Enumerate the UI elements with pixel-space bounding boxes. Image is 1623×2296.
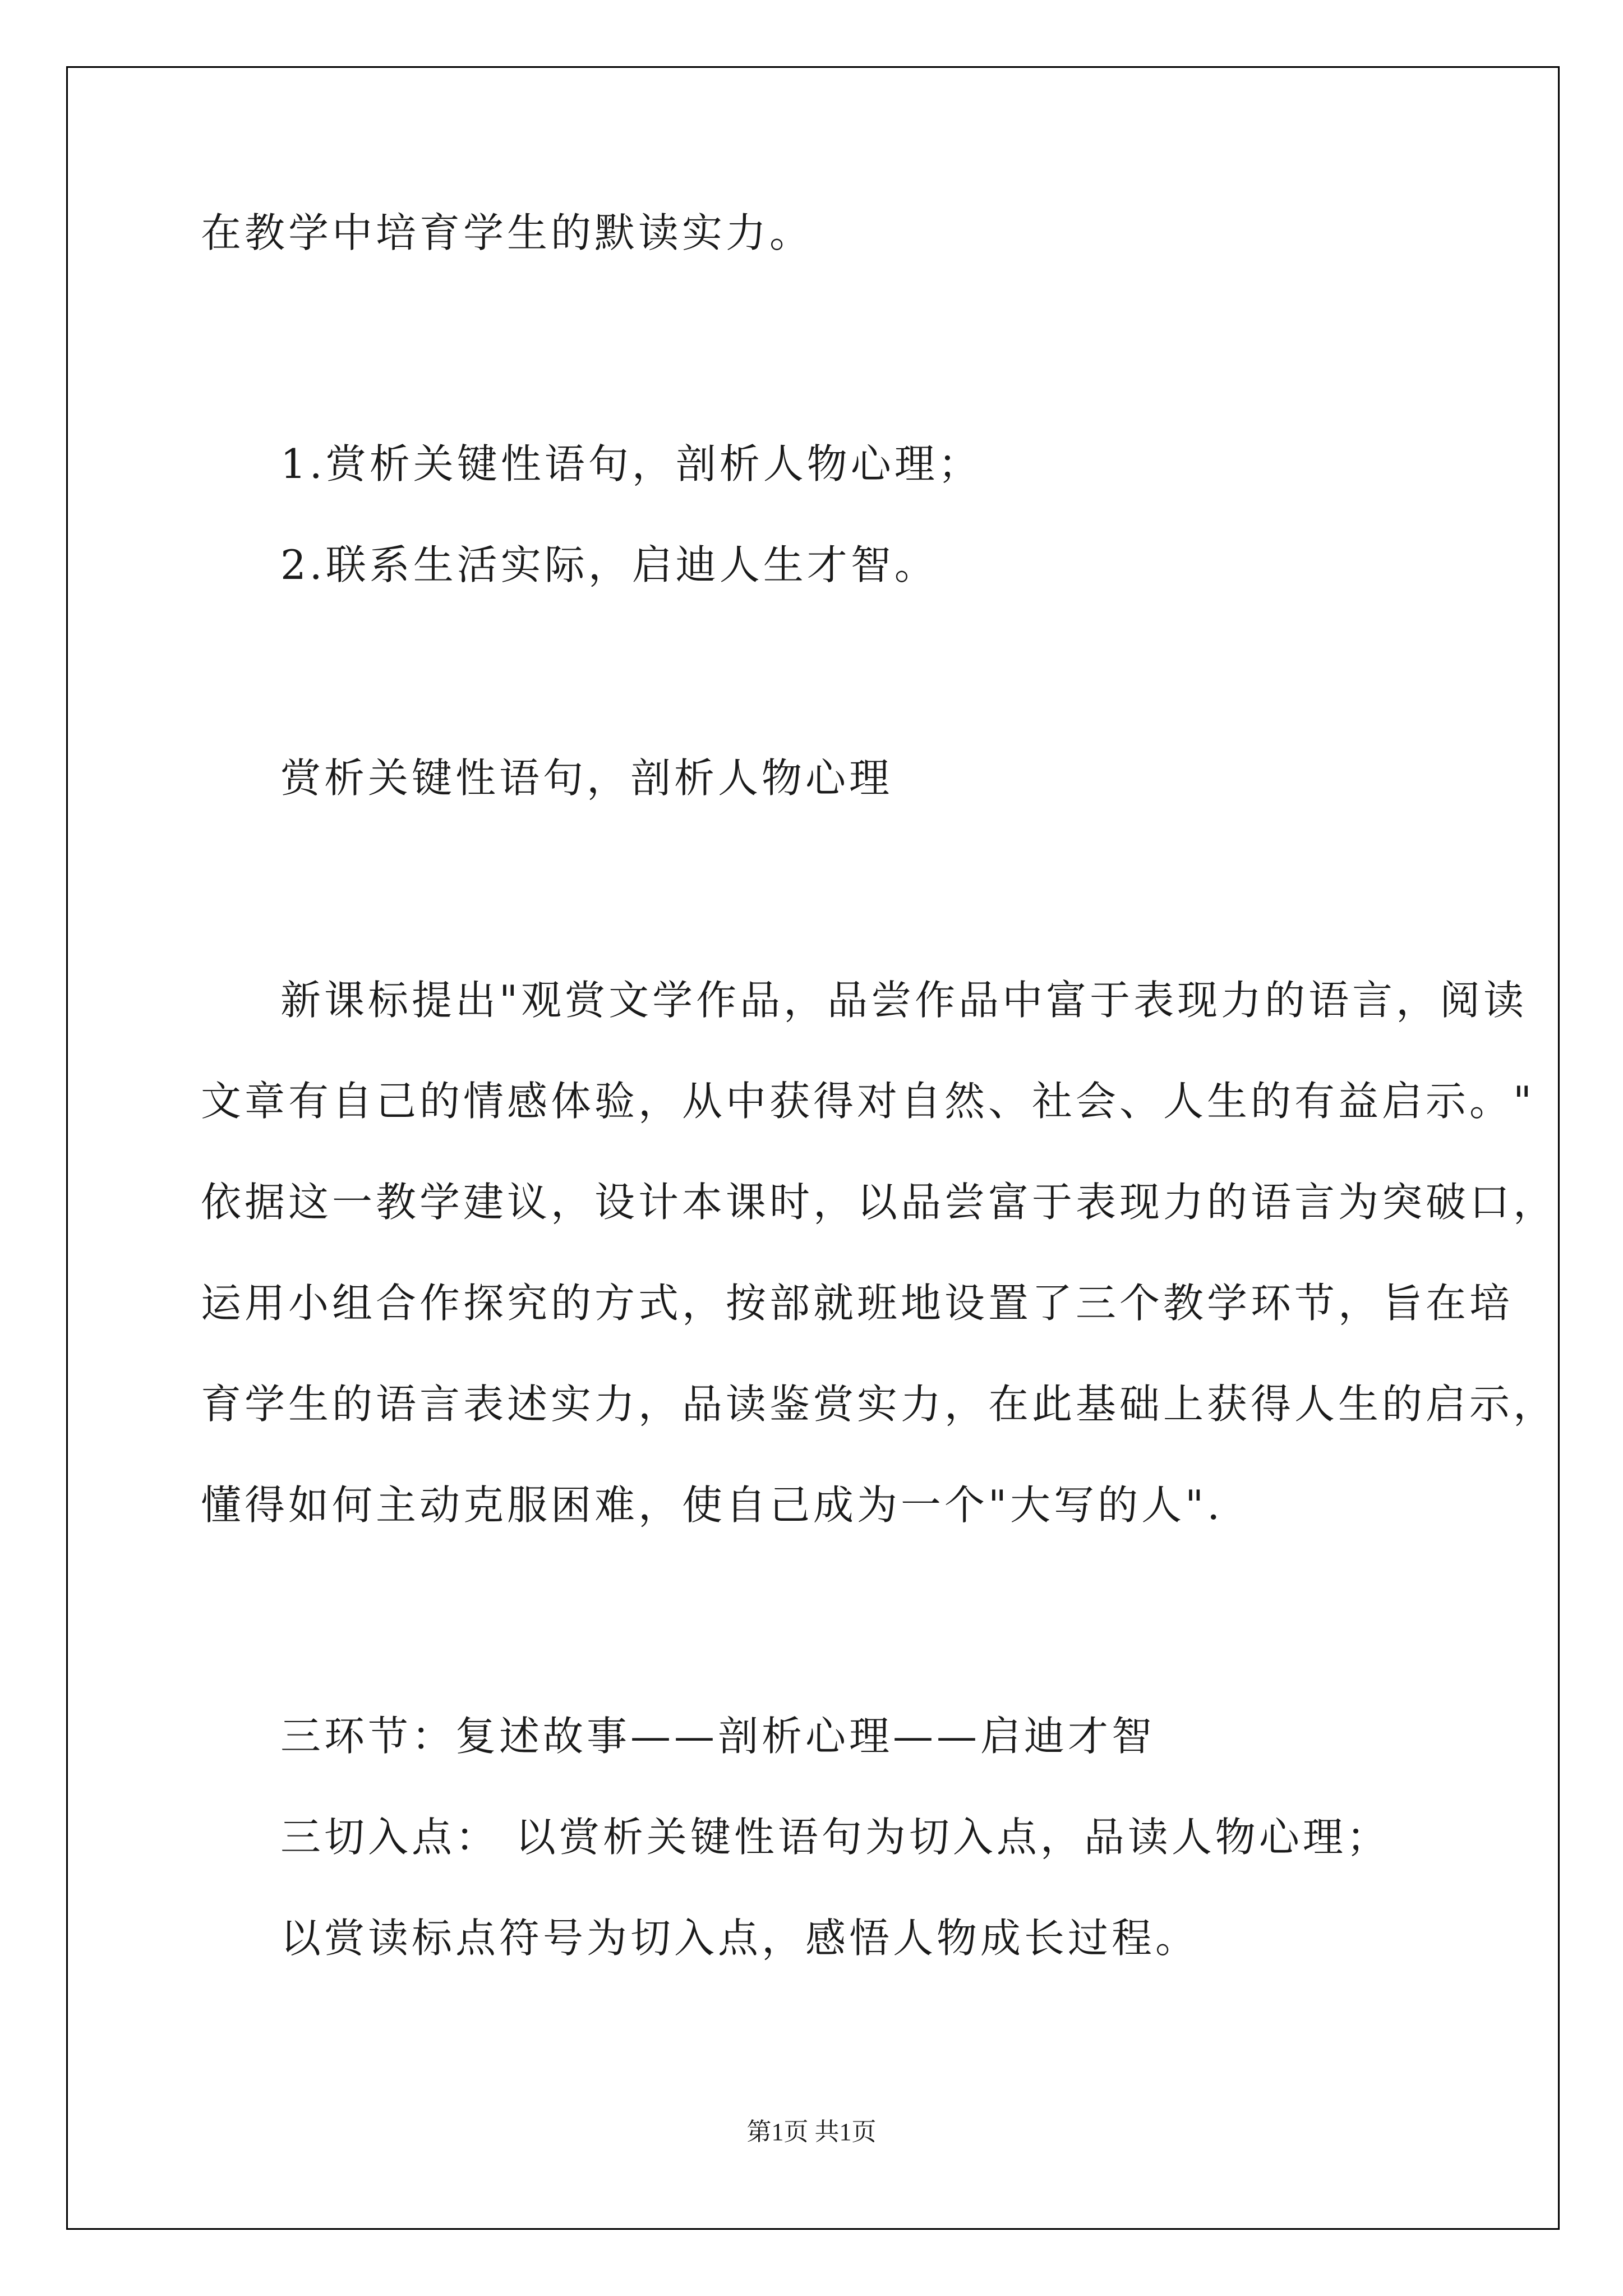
section-heading: 赏析关键性语句，剖析人物心理 xyxy=(280,754,893,802)
paragraph-line-3: 依据这一教学建议，设计本课时，以品尝富于表现力的语言为突破口， xyxy=(201,1179,1557,1226)
paragraph-line-4: 运用小组合作探究的方式，按部就班地设置了三个教学环节，旨在培 xyxy=(201,1280,1514,1327)
paragraph-line-1: 新课标提出"观赏文学作品，品尝作品中富于表现力的语言，阅读 xyxy=(280,977,1528,1024)
page-border xyxy=(66,66,1560,2230)
paragraph-line-5: 育学生的语言表述实力，品读鉴赏实力，在此基础上获得人生的启示， xyxy=(201,1381,1557,1428)
paragraph-line-2: 文章有自己的情感体验，从中获得对自然、社会、人生的有益启示。" xyxy=(201,1078,1536,1125)
paragraph-line-6: 懂得如何主动克服困难，使自己成为一个"大写的人". xyxy=(201,1481,1224,1529)
entry-points-line-1: 三切入点： 以赏析关键性语句为切入点，品读人物心理； xyxy=(280,1814,1390,1861)
objective-item-1: 1.赏析关键性语句，剖析人物心理； xyxy=(280,440,982,487)
page-footer: 第1页 共1页 xyxy=(746,2118,877,2146)
entry-points-line-2: 以赏读标点符号为切入点，感悟人物成长过程。 xyxy=(280,1915,1200,1962)
three-steps-line: 三环节：复述故事——剖析心理——启迪才智 xyxy=(280,1713,1156,1760)
text-line-continuation: 在教学中培育学生的默读实力。 xyxy=(201,209,814,256)
objective-item-2: 2.联系生活实际，启迪人生才智。 xyxy=(280,541,938,588)
